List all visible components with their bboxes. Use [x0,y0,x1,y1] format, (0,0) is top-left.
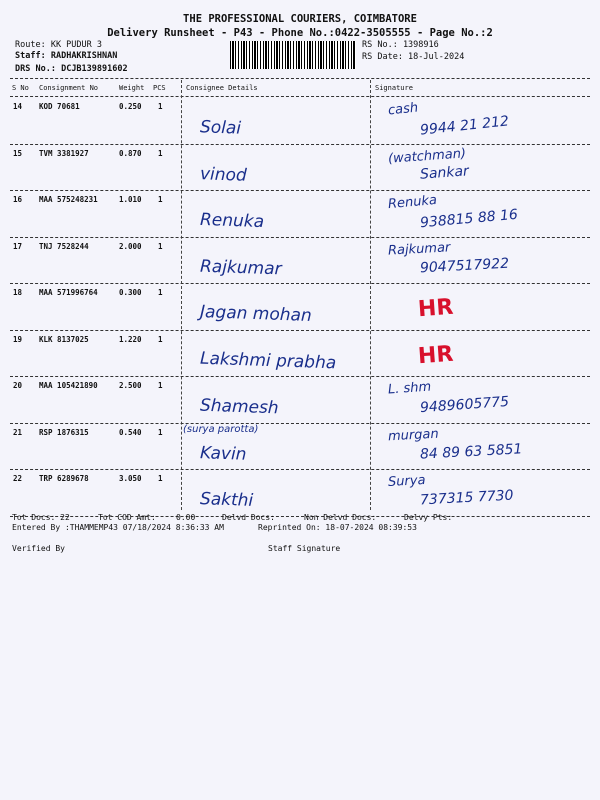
reprinted-on: Reprinted On: 18-07-2024 08:39:53 [258,523,417,532]
row-consignee-name: Shamesh [199,395,279,419]
row-weight: 0.540 [119,427,142,437]
verified-by: Verified By [12,544,65,553]
row-consignee-name: Renuka [199,209,265,233]
col-signature: Signature [375,84,413,92]
row-sno: 15 [13,148,23,158]
tot-cod-label: Tot COD Amt: [98,513,156,522]
row-signature-mark: HR [417,341,455,369]
col-consignee: Consignee Details [186,84,258,92]
row-signature-text: 9489605775 [419,393,510,417]
rs-date: RS Date: 18-Jul-2024 [362,52,465,62]
row-signature-text: 9047517922 [419,255,510,276]
barcode-image [230,41,356,69]
row-weight: 1.010 [119,195,142,204]
row-consignment-no: MAA 105421890 [39,381,98,390]
row-weight: 1.220 [119,334,142,344]
row-consignment-no: TRP 6289678 [39,474,89,483]
row-weight: 0.300 [119,288,142,297]
table-row [0,98,600,145]
row-consignment-no: TNJ 7528244 [39,241,89,251]
row-weight: 2.500 [119,381,142,390]
row-pcs: 1 [158,241,163,251]
row-consignee-name: Solai [199,117,242,139]
row-pcs: 1 [158,334,163,344]
staff-line [15,51,117,61]
row-weight: 3.050 [119,474,142,483]
row-signature-text: Sankar [419,162,470,183]
row-separator [10,516,590,517]
tot-docs: Tot Docs: 22 [12,513,70,522]
row-signature-text: murgan [387,426,440,444]
row-consignment-no: MAA 571996764 [39,288,98,297]
non-delvd-docs: Non Delvd Docs: [304,513,377,522]
row-pcs: 1 [158,195,163,204]
row-signature-text: 84 89 63 5851 [419,440,523,463]
row-consignee-name: vinod [199,163,248,186]
row-consignee-note: (surya parotta) [183,423,259,435]
row-consignee-name: Lakshmi prabha [199,348,337,373]
row-sno: 20 [13,381,23,390]
row-sno: 21 [13,427,23,437]
row-sno: 19 [13,334,23,344]
row-consignee-name: Sakthi [199,489,254,511]
row-consignment-no: MAA 575248231 [39,195,98,204]
drs-line [15,64,128,74]
row-pcs: 1 [158,474,163,483]
table-row [0,331,600,378]
table-row [0,424,600,471]
row-consignment-no: TVM 3381927 [39,148,89,158]
entered-by: Entered By :THAMMEMP43 07/18/2024 8:36:33 AM [12,523,224,532]
row-weight: 0.250 [119,102,142,111]
table-row [0,470,600,517]
staff-value: RADHAKRISHNAN [50,51,118,61]
table-row [0,284,600,331]
col-consignment: Consignment No [39,84,99,92]
row-signature-text: (watchman) [387,145,467,167]
row-signature-mark: HR [417,294,455,323]
row-pcs: 1 [158,288,163,297]
staff-label: Staff: [15,51,46,61]
table-row [0,238,600,285]
row-signature-text: 737315 7730 [419,487,514,509]
table-header-rule [10,96,590,97]
row-weight: 0.870 [119,148,142,158]
drs-label: DRS No.: [15,64,56,74]
table-row [0,191,600,238]
row-consignment-no: KLK 8137025 [39,334,89,344]
row-sno: 14 [13,102,23,111]
row-signature-text: Renuka [387,192,438,213]
row-pcs: 1 [158,102,163,111]
row-sno: 16 [13,195,23,204]
col-pcs: PCS [153,84,166,92]
col-sno: S No [12,84,29,92]
row-signature-text: Rajkumar [387,239,451,259]
table-row [0,377,600,424]
row-pcs: 1 [158,381,163,390]
staff-signature: Staff Signature [268,544,341,553]
col-weight: Weight [119,84,145,92]
row-consignment-no: KOD 70681 [39,102,80,111]
tot-cod-value: 0.00 [176,513,196,522]
route-label: Route: KK PUDUR 3 [15,40,102,50]
row-consignee-name: Rajkumar [199,256,282,279]
row-signature-text: cash [387,100,419,119]
runsheet-subtitle: Delivery Runsheet - P43 - Phone No.:0422-3505555 - Page No.:2 [107,27,493,39]
row-signature-text: L. shm [387,379,432,398]
row-consignee-name: Jagan mohan [199,302,313,326]
company-title: THE PROFESSIONAL COURIERS, COIMBATORE [183,13,417,25]
row-sno: 22 [13,474,23,483]
row-weight: 2.000 [119,241,142,251]
delvy-pts: Delvy Pts: [404,513,453,522]
row-signature-text: 938815 88 16 [419,206,519,232]
row-sno: 18 [13,288,23,297]
row-pcs: 1 [158,148,163,158]
row-sno: 17 [13,241,23,251]
table-top-rule [10,78,590,79]
row-signature-text: Surya [387,473,426,490]
row-pcs: 1 [158,427,163,437]
delvd-docs: Delvd Docs: [222,513,275,522]
row-consignee-name: Kavin [199,442,247,465]
drs-value: DCJB139891602 [61,64,128,74]
row-signature-text: 9944 21 212 [419,113,510,139]
row-consignment-no: RSP 1876315 [39,427,89,437]
rs-number: RS No.: 1398916 [362,40,439,50]
table-row [0,145,600,192]
